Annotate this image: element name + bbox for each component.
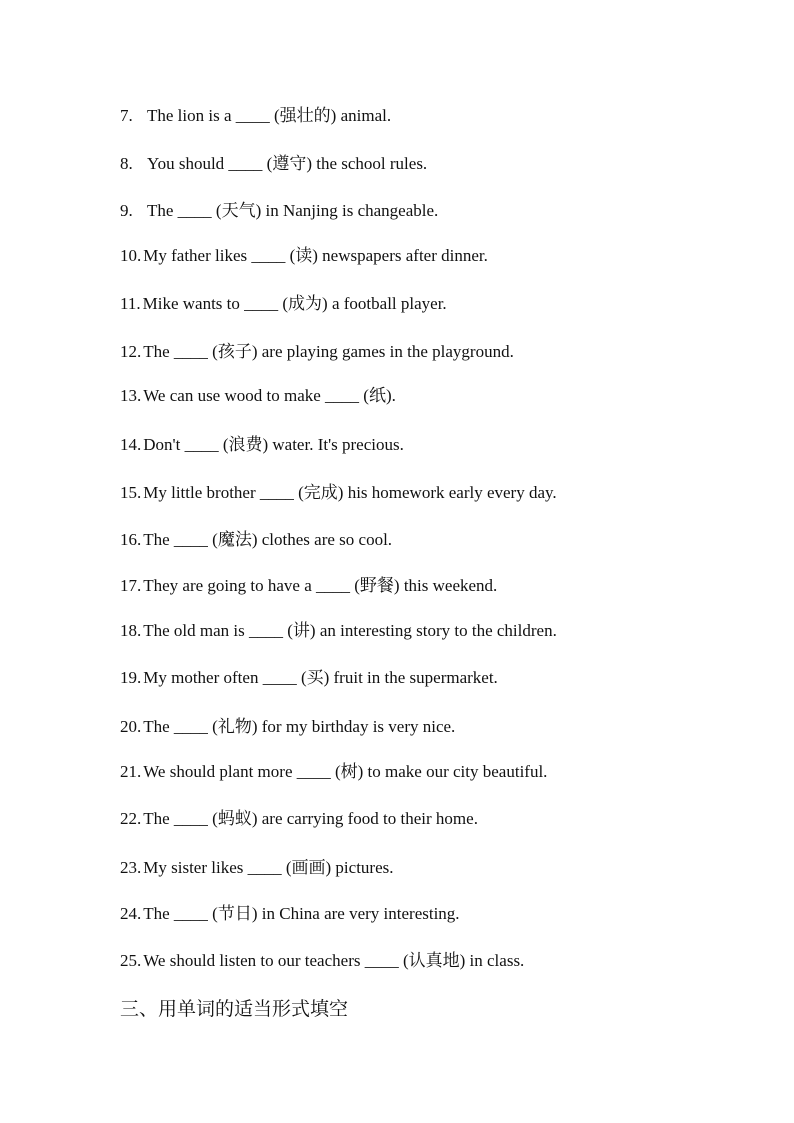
question-21: [120, 761, 547, 783]
question-15: [120, 482, 557, 504]
question-number: 13.: [120, 386, 142, 405]
question-text: Don't ____ (浪费) water. It's precious.: [143, 435, 404, 454]
question-9: [120, 200, 438, 222]
question-number: 17.: [120, 576, 142, 595]
question-number: 8.: [120, 154, 133, 173]
question-number: 12.: [120, 342, 142, 361]
question-17: [120, 575, 497, 597]
question-number: 20.: [120, 717, 142, 736]
question-text: The ____ (礼物) for my birthday is very nice.: [143, 717, 456, 736]
question-number: 9.: [120, 201, 133, 220]
question-text: We should plant more ____ (树) to make our city beautiful.: [143, 762, 548, 781]
question-number: 14.: [120, 435, 142, 454]
question-text: The old man is ____ (讲) an interesting story to the children.: [143, 621, 557, 640]
question-7: [120, 105, 391, 127]
question-text: You should ____ (遵守) the school rules.: [147, 154, 428, 173]
question-number: 25.: [120, 951, 142, 970]
question-text: My mother often ____ (买) fruit in the supermarket.: [143, 668, 498, 687]
question-text: My father likes ____ (读) newspapers after dinner.: [143, 246, 488, 265]
question-text: The ____ (魔法) clothes are so cool.: [143, 530, 393, 549]
question-18: [120, 620, 557, 642]
question-number: 19.: [120, 668, 142, 687]
section-heading: 三、用单词的适当形式填空: [120, 998, 349, 1020]
question-text: We should listen to our teachers ____ (认真地) in class.: [143, 951, 525, 970]
question-text: My little brother ____ (完成) his homework early every day.: [143, 483, 557, 502]
question-text: Mike wants to ____ (成为) a football player.: [142, 294, 447, 313]
question-text: The ____ (蚂蚁) are carrying food to their home.: [143, 809, 478, 828]
question-number: 7.: [120, 106, 133, 125]
question-11: [120, 293, 447, 315]
question-number: 21.: [120, 762, 142, 781]
question-number: 16.: [120, 530, 142, 549]
question-22: [120, 808, 478, 830]
question-24: [120, 903, 460, 925]
question-19: [120, 667, 498, 689]
question-number: 24.: [120, 904, 142, 923]
question-text: My sister likes ____ (画画) pictures.: [143, 858, 394, 877]
question-number: 15.: [120, 483, 142, 502]
question-number: 11.: [120, 294, 141, 313]
question-text: The ____ (节日) in China are very interesting.: [143, 904, 460, 923]
question-text: We can use wood to make ____ (纸).: [143, 386, 396, 405]
question-number: 22.: [120, 809, 142, 828]
question-14: [120, 434, 404, 456]
question-25: [120, 950, 524, 972]
question-20: [120, 716, 455, 738]
question-10: [120, 245, 488, 267]
question-23: [120, 857, 394, 879]
question-number: 23.: [120, 858, 142, 877]
question-number: 10.: [120, 246, 142, 265]
question-12: [120, 341, 514, 363]
question-number: 18.: [120, 621, 142, 640]
question-text: The ____ (天气) in Nanjing is changeable.: [147, 201, 439, 220]
question-8: [120, 153, 427, 175]
question-text: They are going to have a ____ (野餐) this weekend.: [143, 576, 498, 595]
question-text: The lion is a ____ (强壮的) animal.: [147, 106, 392, 125]
question-16: [120, 529, 392, 551]
question-text: The ____ (孩子) are playing games in the playground.: [143, 342, 514, 361]
question-13: [120, 385, 396, 407]
